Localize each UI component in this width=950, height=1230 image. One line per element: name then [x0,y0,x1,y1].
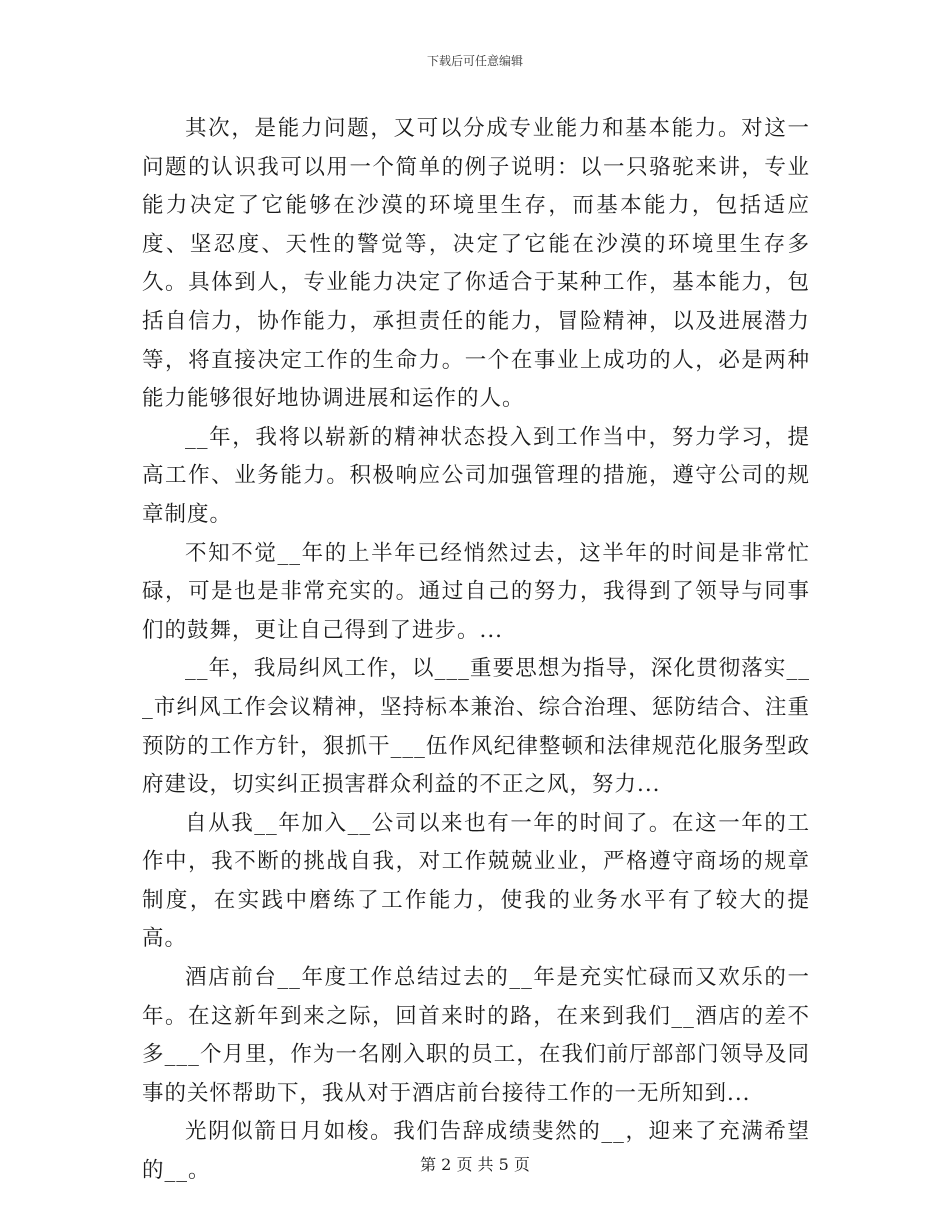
page-header: 下载后可任意编辑 [426,54,523,68]
document-body [142,110,810,1191]
paragraph-3: 不知不觉__年的上半年已经悄然过去，这半年的时间是非常忙碌，可是也是非常充实的。通过自己的努力，我得到了领导与同事们的鼓舞，更让自己得到了进步。... [142,540,810,643]
paragraph-6: 酒店前台__年度工作总结过去的__年是充实忙碌而又欢乐的一年。在这新年到来之际，回首来时的路，在来到我们__酒店的差不多___个月里，作为一名刚入职的员工，在我们前厅部部门领导及同事的关怀帮助下，我从对于酒店前台接待工作的一无所知到... [142,965,810,1106]
paragraph-4: __年，我局纠风工作，以___重要思想为指导，深化贯彻落实___市纠风工作会议精神，坚持标本兼治、综合治理、惩防结合、注重预防的工作方针，狠抓干___伍作风纪律整顿和法律规范化服务型政府建设，切实纠正损害群众利益的不正之风，努力... [142,656,810,798]
paragraph-5: 自从我__年加入__公司以来也有一年的时间了。在这一年的工作中，我不断的挑战自我，对工作兢兢业业，严格遵守商场的规章制度，在实践中磨练了工作能力，使我的业务水平有了较大的提高。 [142,810,810,952]
paragraph-1: 其次，是能力问题，又可以分成专业能力和基本能力。对这一问题的认识我可以用一个简单的例子说明：以一只骆驼来讲，专业能力决定了它能够在沙漠的环境里生存，而基本能力，包括适应度、坚忍度、天性的警觉等，决定了它能在沙漠的环境里生存多久。具体到人，专业能力决定了你适合于某种工作，基本能力，包括自信力，协作能力，承担责任的能力，冒险精神，以及进展潜力等，将直接决定工作的生命力。一个在事业上成功的人，必是两种能力能够很好地协调进展和运作的人。 [142,116,810,412]
paragraph-2: __年，我将以崭新的精神状态投入到工作当中，努力学习，提高工作、业务能力。积极响应公司加强管理的措施，遵守公司的规章制度。 [142,424,810,527]
paragraph-7: 光阴似箭日月如梭。我们告辞成绩斐然的__，迎来了充满希望的__。 [142,1119,810,1184]
page-number: 第 2 页 共 5 页 [420,1155,530,1174]
